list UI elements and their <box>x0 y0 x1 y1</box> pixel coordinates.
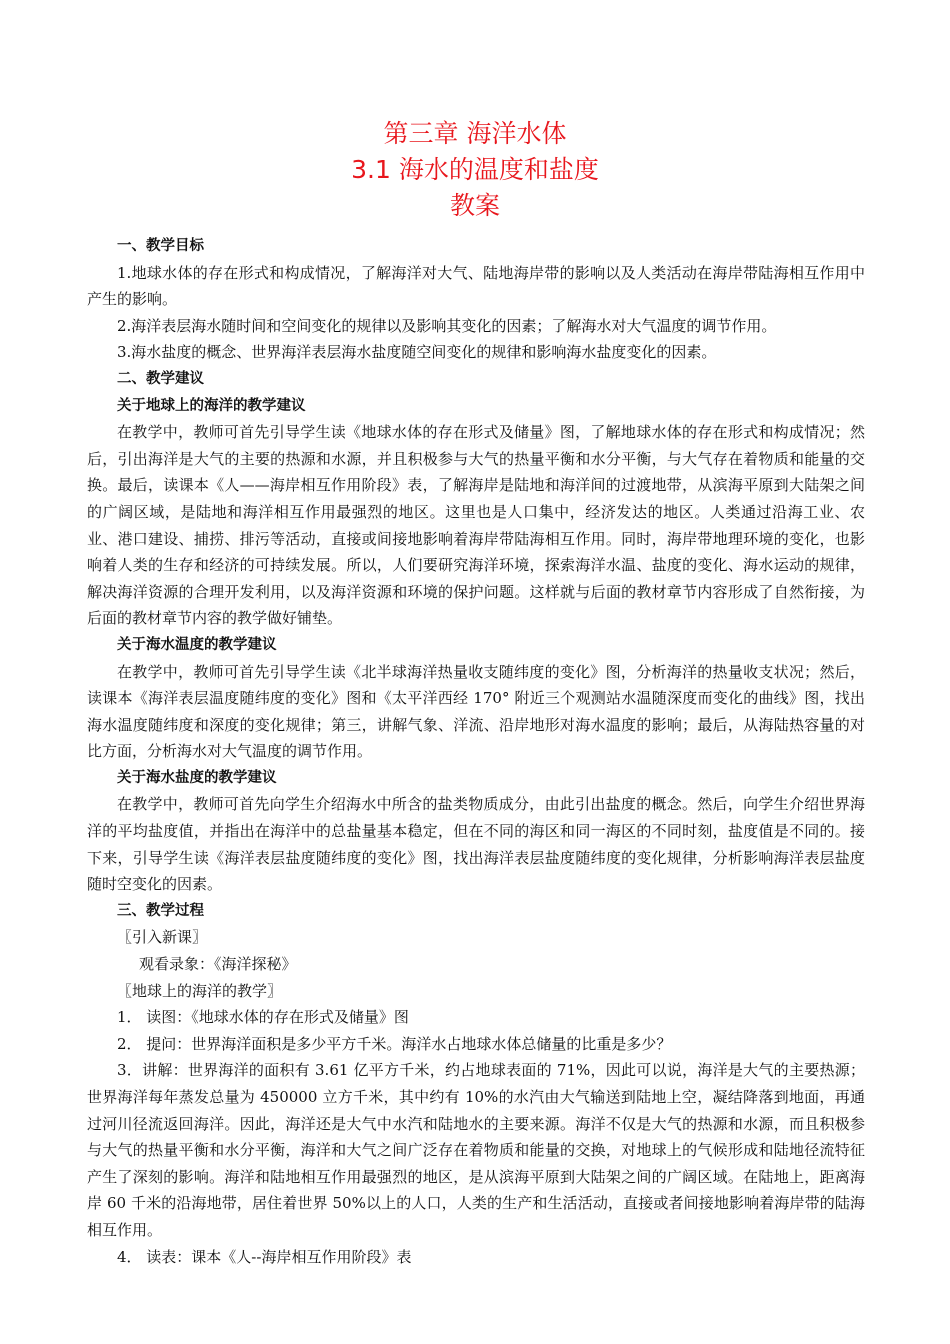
goal-2: 2.海洋表层海水随时间和空间变化的规律以及影响其变化的因素；了解海水对大气温度的调节作用。 <box>117 316 777 335</box>
goal-3: 3.海水盐度的概念、世界海洋表层海水盐度随空间变化的规律和影响海水盐度变化的因素。 <box>117 343 717 362</box>
paragraph-ocean: 在教学中，教师可首先引导学生读《地球水体的存在形式及储量》图，了解地球水体的存在形式和构成情况；然后，引出海洋是大气的主要的热源和水源，并且积极参与大气的热量平衡和水分平衡，与大气存在着物质和能量的交换。最后，读课本《人——海岸相互作用阶段》表，了解海岸是陆地和海洋间的过渡地带，从滨海平原到大陆架之间的广阔区域，是陆地和海洋相互作用最强烈的地区。这里也是人口集中，经济发达的地区。人类通过沿海工业、农业、港口建设、捕捞、排污等活动，直接或间接地影响着海岸带陆海相互作用。同时，海岸带地理环境的变化，也影响着人类的生存和经济的可持续发展。所以，人们要研究海洋环境，探索海洋水温、盐度的变化、海水运动的规律，解决海洋资源的合理开发利用，以及海洋资源和环境的保护问题。这样就与后面的教材章节内容形成了自然衔接，为后面的教材章节内容的教学做好铺垫。 <box>87 423 865 628</box>
goal-1: 1.地球水体的存在形式和构成情况，了解海洋对大气、陆地海岸带的影响以及人类活动在海岸带陆海相互作用中产生的影响。 <box>87 263 865 309</box>
heading-teaching-process: 三、教学过程 <box>117 902 204 919</box>
step-4: 4． 读表：课本《人--海岸相互作用阶段》表 <box>117 1247 412 1266</box>
subheading-salinity: 关于海水盐度的教学建议 <box>117 769 277 786</box>
step-3: 3．讲解：世界海洋的面积有 3.61 亿平方千米，约占地球表面的 71%，因此可以说，海洋是大气的主要热源；世界海洋每年蒸发总量为 450000 立方千米，其中约有 10%的水汽由大气输送到陆地上空，凝结降落到地面，再通过河川径流返回海洋。因此，海洋还是大气中水汽和陆地水的主要来源。海洋不仅是大气的热源和水源，而且积极参与大气的热量平衡和水分平衡，海洋和大气之间广泛存在着物质和能量的交换，对地球上的气候形成和陆地径流特征产生了深刻的影响。海洋和陆地相互作用最强烈的地区，是从滨海平原到大陆架之间的广阔区域。在陆地上，距离海岸 60 千米的沿海地带，居住着世界 50%以上的人口，人类的生产和生活活动，直接或者间接地影响着海岸带的陆海相互作用。 <box>87 1061 865 1239</box>
chapter-title: 第三章 海洋水体 <box>383 119 567 148</box>
heading-teaching-goals: 一、教学目标 <box>117 238 204 254</box>
section-title: 3.1 海水的温度和盐度 <box>351 155 599 184</box>
intro-watch: 观看录象：《海洋探秘》 <box>139 955 297 974</box>
bracket-ocean-teaching: 〖地球上的海洋的教学〗 <box>117 981 283 1000</box>
document-body <box>87 233 865 1270</box>
subheading-ocean: 关于地球上的海洋的教学建议 <box>117 397 306 414</box>
doc-type-title: 教案 <box>449 191 500 220</box>
paragraph-temperature: 在教学中，教师可首先引导学生读《北半球海洋热量收支随纬度的变化》图，分析海洋的热量收支状况；然后，读课本《海洋表层温度随纬度的变化》图和《太平洋西经 170° 附近三个观测站水温随深度而变化的曲线》图，找出海水温度随纬度和深度的变化规律；第三，讲解气象、洋流、沿岸地形对海水温度的影响；最后，从海陆热容量的对比方面，分析海水对大气温度的调节作用。 <box>87 662 865 761</box>
step-1: 1． 读图：《地球水体的存在形式及储量》图 <box>117 1008 409 1027</box>
title-block <box>0 116 950 224</box>
paragraph-salinity: 在教学中，教师可首先向学生介绍海水中所含的盐类物质成分，由此引出盐度的概念。然后，向学生介绍世界海洋的平均盐度值，并指出在海洋中的总盐量基本稳定，但在不同的海区和同一海区的不同时刻，盐度值是不同的。接下来，引导学生读《海洋表层盐度随纬度的变化》图，找出海洋表层盐度随纬度的变化规律，分析影响海洋表层盐度随时空变化的因素。 <box>87 795 865 894</box>
bracket-intro: 〖引入新课〗 <box>117 928 208 947</box>
step-2: 2． 提问：世界海洋面积是多少平方千米。海洋水占地球水体总储量的比重是多少？ <box>117 1034 672 1053</box>
heading-teaching-suggestions: 二、教学建议 <box>117 370 204 387</box>
subheading-temperature: 关于海水温度的教学建议 <box>117 636 277 653</box>
